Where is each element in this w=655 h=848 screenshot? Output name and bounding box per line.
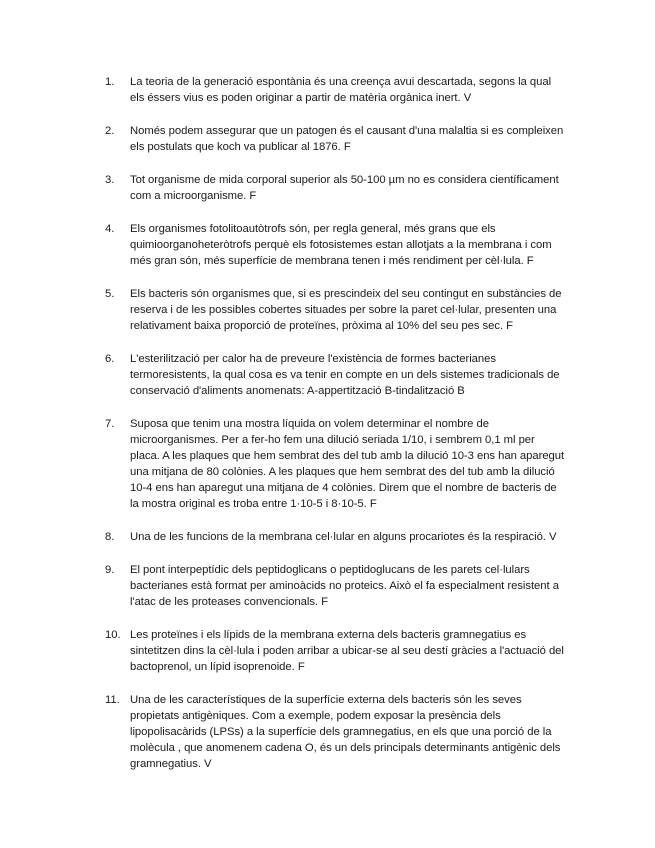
question-item bbox=[105, 562, 565, 610]
question-number: 8. bbox=[105, 531, 115, 543]
question-text: Una de les funcions de la membrana cel·lular en alguns procariotes és la respiració. V bbox=[130, 531, 557, 543]
question-item bbox=[105, 172, 565, 204]
question-item bbox=[105, 416, 565, 512]
question-item bbox=[105, 74, 565, 106]
question-item bbox=[105, 351, 565, 399]
question-text: El pont interpeptídic dels peptidoglicans o peptidoglucans de les parets cel·lulars bacterianes està format per aminoàcids no proteics. Això el fa especialment resistent a l'atac de les proteases convencionals. F bbox=[130, 564, 559, 608]
question-number: 11. bbox=[105, 694, 120, 706]
question-item bbox=[105, 529, 565, 545]
question-number: 6. bbox=[105, 353, 115, 365]
question-item bbox=[105, 286, 565, 334]
question-number: 3. bbox=[105, 174, 115, 186]
question-number: 7. bbox=[105, 418, 115, 430]
question-text: La teoria de la generació espontània és una creença avui descartada, segons la qual els éssers vius es poden originar a partir de matèria orgànica inert. V bbox=[130, 76, 552, 104]
question-text: Els bacteris són organismes que, si es prescindeix del seu contingut en substàncies de reserva i de les possibles cobertes situades per sobre la paret cel·lular, presenten una relativament baixa proporció de proteïnes, pròxima al 10% del seu pes sec. F bbox=[130, 288, 562, 332]
question-number: 9. bbox=[105, 564, 115, 576]
question-number: 1. bbox=[105, 76, 115, 88]
question-number: 4. bbox=[105, 223, 115, 235]
question-number: 5. bbox=[105, 288, 115, 300]
question-text: L'esterilització per calor ha de preveure l'existència de formes bacterianes termoresistents, la qual cosa es va tenir en compte en un dels sistemes tradicionals de conservació d'aliments anomenats: A-appertització B-tindalització B bbox=[130, 353, 560, 397]
question-item bbox=[105, 123, 565, 155]
question-text: Suposa que tenim una mostra líquida on volem determinar el nombre de microorganismes. Per a fer-ho fem una dilució seriada 1/10, i sembrem 0,1 ml per placa. A les plaques que hem sembrat des del tub amb la dilució 10-3 ens han aparegut una mitjana de 80 colònies. A les plaques que hem sembrat des del tub amb la dilució 10-4 ens han aparegut una mitjana de 4 colònies. Direm que el nombre de bacteris de la mostra original es troba entre 1·10-5 i 8·10-5. F bbox=[130, 418, 565, 510]
question-item bbox=[105, 627, 565, 675]
question-item bbox=[105, 692, 565, 772]
question-text: Només podem assegurar que un patogen és el causant d'una malaltia si es compleixen els postulats que koch va publicar al 1876. F bbox=[130, 125, 564, 153]
question-item bbox=[105, 221, 565, 269]
question-text: Els organismes fotolitoautòtrofs són, per regla general, més grans que els quimioorganoheteròtrofs perquè els fotosistemes estan allotjats a la membrana i com més gran són, més superfície de membrana tenen i més rendiment per cèl·lula. F bbox=[130, 223, 552, 267]
question-text: Una de les característiques de la superfície externa dels bacteris són les seves propietats antigèniques. Com a exemple, podem exposar la presència dels lipopolisacàrids (LPSs) a la superfície dels gramnegatius, en els que una porció de la molècula , que anomenem cadena O, és un dels principals determinants antigènic dels gramnegatius. V bbox=[130, 694, 561, 770]
question-text: Les proteïnes i els lípids de la membrana externa dels bacteris gramnegatius es sintetitzen dins la cèl·lula i poden arribar a ubicar-se al seu destí gràcies a l'actuació del bactoprenol, un lípid isoprenoide. F bbox=[130, 629, 564, 673]
question-number: 10. bbox=[105, 629, 121, 641]
question-text: Tot organisme de mida corporal superior als 50-100 µm no es considera científicament com a microorganisme. F bbox=[130, 174, 559, 202]
question-list bbox=[105, 74, 565, 789]
question-number: 2. bbox=[105, 125, 115, 137]
